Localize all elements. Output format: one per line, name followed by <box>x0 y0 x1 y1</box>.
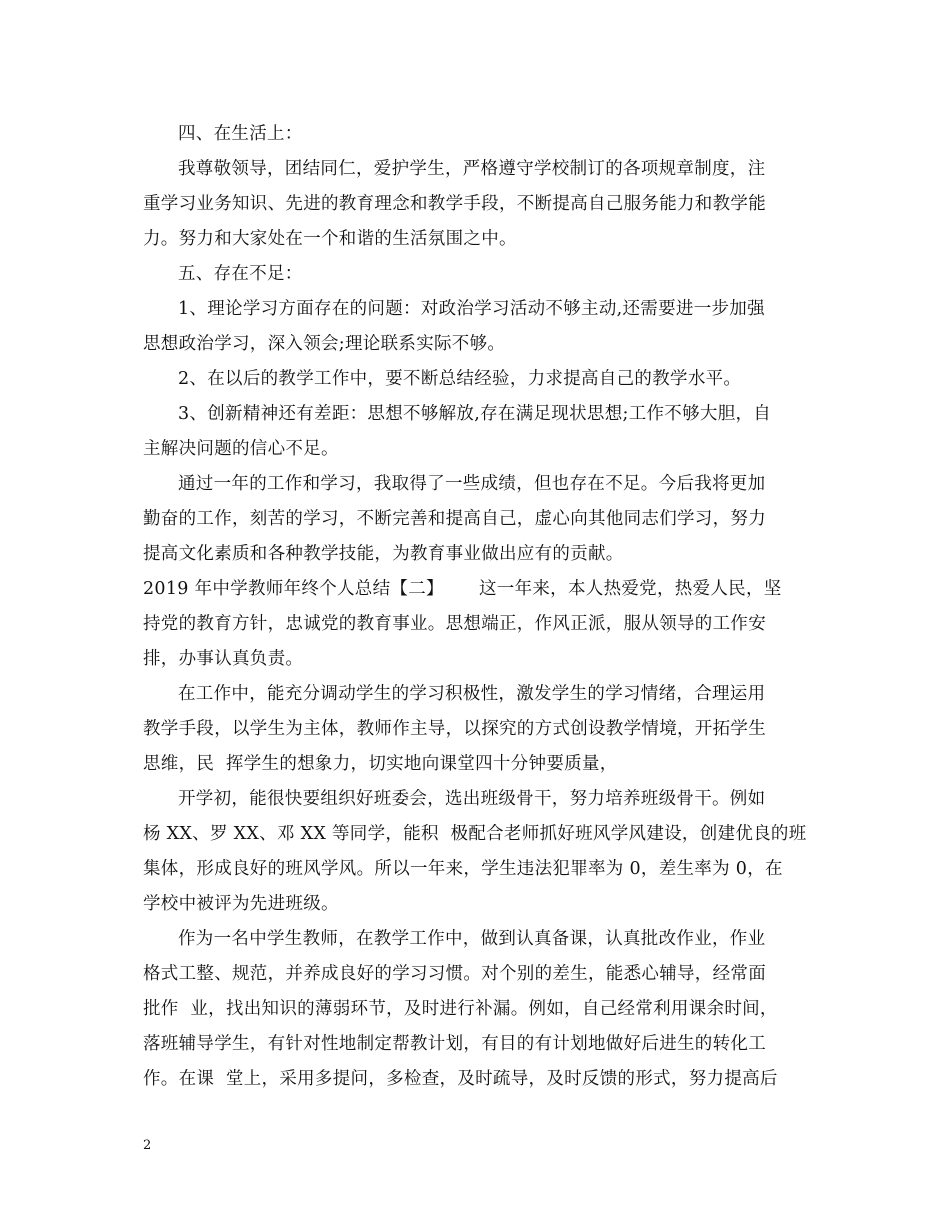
paragraph-line: 通过一年的工作和学习，我取得了一些成绩，但也存在不足。今后我将更加 <box>178 474 766 494</box>
paragraph-line: 教学手段，以学生为主体，教师作主导，以探究的方式创设教学情境，开拓学生 <box>143 719 766 739</box>
paragraph-line: 重学习业务知识、先进的教育理念和教学手段，不断提高自己服务能力和教学能 <box>143 194 766 214</box>
section-heading-life: 四、在生活上： <box>178 124 303 144</box>
paragraph-line: 在工作中，能充分调动学生的学习积极性，激发学生的学习情绪，合理运用 <box>178 684 766 704</box>
paragraph-line: 提高文化素质和各种教学技能，为教育事业做出应有的贡献。 <box>143 544 624 564</box>
paragraph-line: 落班辅导学生，有针对性地制定帮教计划，有目的有计划地做好后进生的转化工 <box>143 1034 766 1054</box>
page-number: 2 <box>143 1138 152 1153</box>
list-item-line: 2、在以后的教学工作中，要不断总结经验，力求提高自己的教学水平。 <box>178 369 742 389</box>
paragraph-line: 排，办事认真负责。 <box>143 649 304 669</box>
paragraph-line: 持党的教育方针，忠诚党的教育事业。思想端正，作风正派，服从领导的工作安 <box>143 614 766 634</box>
paragraph-line: 学校中被评为先进班级。 <box>143 894 339 914</box>
paragraph-line: 勤奋的工作，刻苦的学习，不断完善和提高自己，虚心向其他同志们学习，努力 <box>143 509 766 529</box>
paragraph-line: 作为一名中学生教师，在教学工作中，做到认真备课，认真批改作业，作业 <box>178 929 766 949</box>
list-item-line: 3、创新精神还有差距：思想不够解放,存在满足现状思想;工作不够大胆，自 <box>178 404 772 424</box>
list-item-line: 1、理论学习方面存在的问题：对政治学习活动不够主动,还需要进一步加强 <box>178 299 765 319</box>
paragraph-line: 我尊敬领导，团结同仁，爱护学生，严格遵守学校制订的各项规章制度，注 <box>178 159 766 179</box>
paragraph-line: 格式工整、规范，并养成良好的学习习惯。对个别的差生，能悉心辅导，经常面 <box>143 964 766 984</box>
section-heading-shortcomings: 五、存在不足： <box>178 264 303 284</box>
paragraph-line: 思维，民 挥学生的想象力，切实地向课堂四十分钟要质量， <box>143 754 618 774</box>
paragraph-line: 批作 业，找出知识的薄弱环节，及时进行补漏。例如，自己经常利用课余时间， <box>143 999 778 1019</box>
paragraph-line: 杨 XX、罗 XX、邓 XX 等同学，能积 极配合老师抓好班风学风建设，创建优良的班 <box>143 824 807 844</box>
list-item-line: 思想政治学习，深入领会;理论联系实际不够。 <box>143 334 506 354</box>
summary-title-line: 2019 年中学教师年终个人总结【二】 这一年来，本人热爱党，热爱人民，坚 <box>143 579 782 599</box>
paragraph-line: 开学初，能很快要组织好班委会，选出班级骨干，努力培养班级骨干。例如 <box>178 789 766 809</box>
list-item-line: 主解决问题的信心不足。 <box>143 439 339 459</box>
paragraph-line: 集体，形成良好的班风学风。所以一年来，学生违法犯罪率为 0，差生率为 0，在 <box>143 859 783 879</box>
paragraph-line: 作。在课 堂上，采用多提问，多检查，及时疏导，及时反馈的形式，努力提高后 <box>143 1069 778 1089</box>
paragraph-line: 力。努力和大家处在一个和谐的生活氛围之中。 <box>143 229 517 249</box>
